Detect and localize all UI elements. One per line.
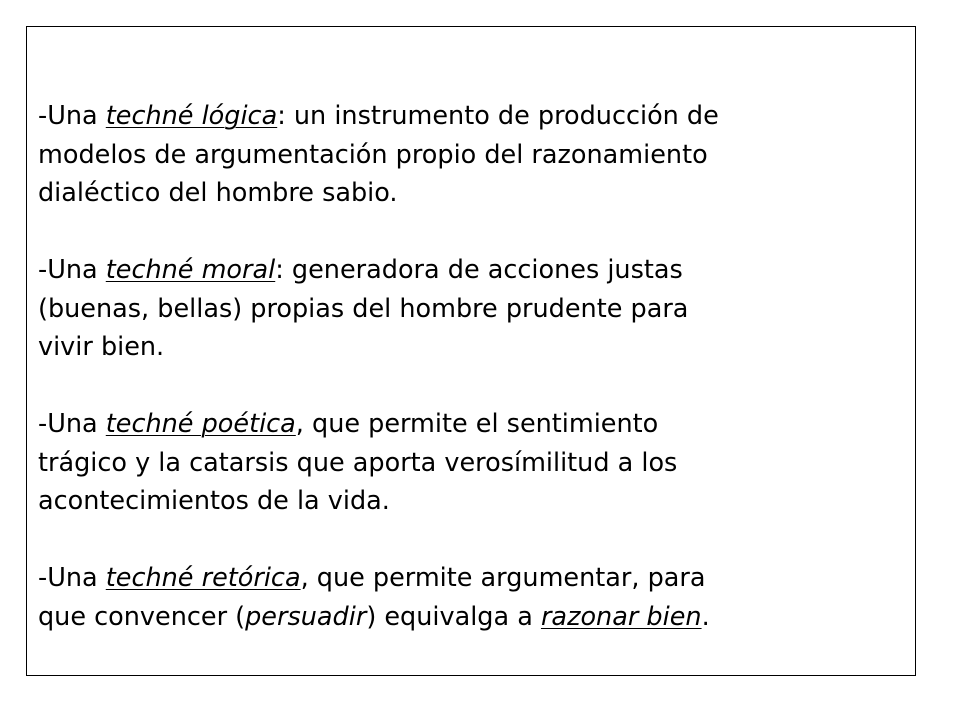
paragraph-line: [38, 598, 908, 637]
italic-term: persuadir: [245, 601, 367, 632]
paragraph-line: [38, 290, 908, 329]
emphasized-term: razonar bien: [540, 601, 702, 632]
paragraph-3: [38, 405, 908, 521]
paragraph-2: [38, 251, 908, 367]
text-run: -Una: [38, 409, 106, 439]
text-run: que convencer (: [38, 601, 246, 632]
emphasized-term: techné retórica: [105, 563, 301, 593]
paragraph-line: [38, 405, 908, 444]
paragraph-line: [38, 251, 908, 290]
paragraph-1: [38, 97, 908, 213]
emphasized-term: techné poética: [105, 409, 296, 439]
text-run: ) equivalga a: [366, 601, 541, 632]
paragraph-line: [38, 97, 908, 136]
text-run: : generadora de acciones justas: [275, 255, 683, 285]
paragraph-line: [38, 328, 908, 367]
paragraph-line: [38, 136, 908, 175]
paragraph-line: [38, 482, 908, 521]
text-run: , que permite argumentar, para: [300, 563, 706, 593]
paragraph-4: [38, 559, 908, 636]
paragraph-line: [38, 559, 908, 598]
text-run: acontecimientos de la vida.: [38, 486, 390, 516]
text-run: trágico y la catarsis que aporta verosímilitud a los: [38, 447, 678, 478]
text-run: modelos de argumentación propio del razonamiento: [38, 139, 708, 170]
emphasized-term: techné moral: [105, 255, 276, 285]
emphasized-term: techné lógica: [105, 101, 278, 131]
text-run: -Una: [38, 563, 106, 593]
text-run: -Una: [38, 101, 106, 131]
text-run: .: [701, 601, 710, 632]
paragraph-line: [38, 174, 908, 213]
text-run: vivir bien.: [38, 332, 165, 362]
slide-text-body: [38, 97, 908, 636]
text-run: : un instrumento de producción de: [277, 101, 719, 131]
text-run: (buenas, bellas) propias del hombre prudente para: [38, 293, 689, 324]
slide-frame: [26, 26, 916, 676]
text-run: , que permite el sentimiento: [295, 409, 659, 439]
paragraph-line: [38, 444, 908, 483]
text-run: -Una: [38, 255, 106, 285]
text-run: dialéctico del hombre sabio.: [38, 178, 398, 208]
